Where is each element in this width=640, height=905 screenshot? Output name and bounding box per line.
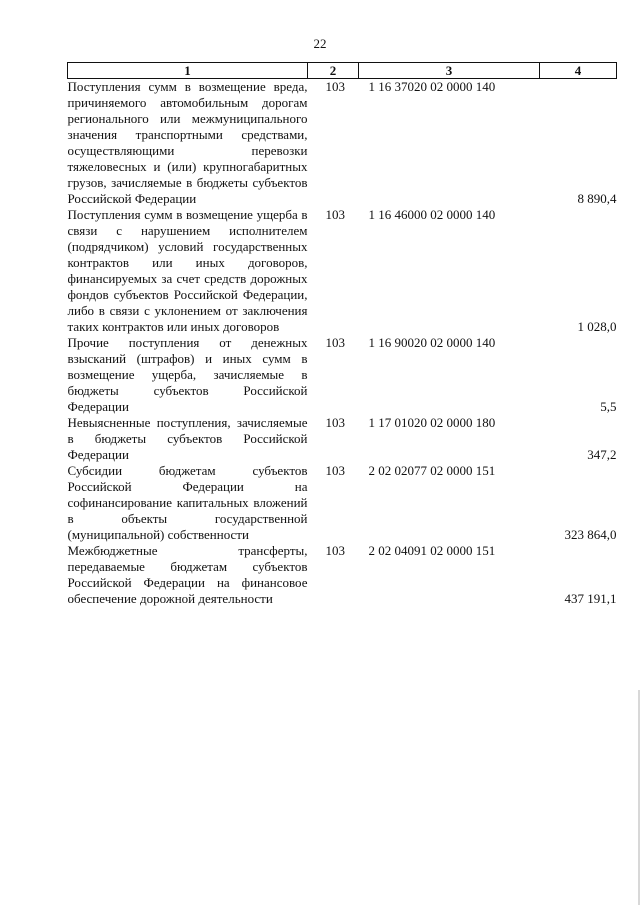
row-description: Поступления сумм в возмещение ущерба в связи с нарушением исполнителем (подрядчиком) условий государственных контрактов или иных договоров, финансируемых за счет средств дорожных фондов субъектов Российской Федерации, либо в связи с уклонением от заключения таких контрактов или иных договоров <box>67 207 308 334</box>
table-row <box>68 79 617 208</box>
table-row <box>68 207 617 335</box>
header-col-2: 2 <box>308 63 359 79</box>
row-amount: 323 864,0 <box>564 527 617 542</box>
header-col-1: 1 <box>68 63 308 79</box>
row-description: Прочие поступления от денежных взысканий (штрафов) и иных сумм в возмещение ущерба, зачисляемые в бюджеты субъектов Российской Федерации <box>67 335 308 414</box>
row-amount: 437 191,1 <box>564 591 617 606</box>
header-col-4: 4 <box>540 63 617 79</box>
row-budget-code: 1 16 90020 02 0000 140 <box>368 335 496 350</box>
row-amount: 8 890,4 <box>577 191 617 206</box>
row-description: Невыясненные поступления, зачисляемые в бюджеты субъектов Российской Федерации <box>67 415 308 462</box>
revenue-table <box>67 62 617 607</box>
row-admin-code: 103 <box>325 415 345 430</box>
row-budget-code: 1 16 37020 02 0000 140 <box>368 79 496 94</box>
table-row <box>68 543 617 607</box>
row-admin-code: 103 <box>325 207 345 222</box>
header-col-3: 3 <box>359 63 540 79</box>
table-header-row <box>68 63 617 79</box>
row-budget-code: 1 16 46000 02 0000 140 <box>368 207 496 222</box>
row-budget-code: 2 02 04091 02 0000 151 <box>368 543 496 558</box>
row-budget-code: 1 17 01020 02 0000 180 <box>368 415 496 430</box>
row-description: Межбюджетные трансферты, передаваемые бюджетам субъектов Российской Федерации на финансовое обеспечение дорожной деятельности <box>67 543 308 606</box>
row-admin-code: 103 <box>325 335 345 350</box>
row-amount: 5,5 <box>600 399 617 414</box>
row-description: Субсидии бюджетам субъектов Российской Федерации на софинансирование капитальных вложений в объекты государственной (муниципальной) собственности <box>67 463 308 542</box>
page-number: 22 <box>313 36 327 51</box>
table-row <box>68 335 617 415</box>
row-admin-code: 103 <box>325 463 345 478</box>
row-amount: 347,2 <box>587 447 617 462</box>
row-admin-code: 103 <box>325 79 345 94</box>
row-budget-code: 2 02 02077 02 0000 151 <box>368 463 496 478</box>
row-admin-code: 103 <box>325 543 345 558</box>
table-row <box>68 415 617 463</box>
row-amount: 1 028,0 <box>577 319 617 334</box>
table-row <box>68 463 617 543</box>
row-description: Поступления сумм в возмещение вреда, причиняемого автомобильным дорогам регионального или межмуниципального значения транспортными средствами, осуществляющими перевозки тяжеловесных и (или) крупногабаритных грузов, зачисляемые в бюджеты субъектов Российской Федерации <box>67 79 308 206</box>
